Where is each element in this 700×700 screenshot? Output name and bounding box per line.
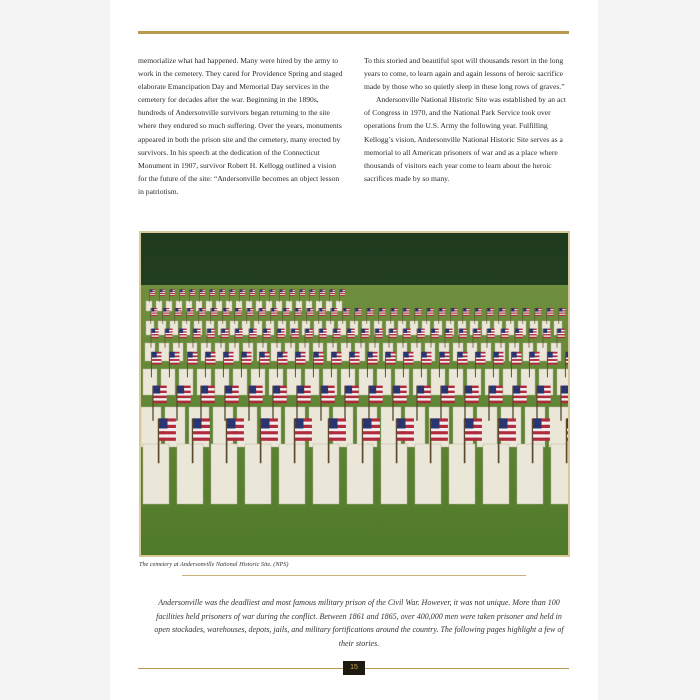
top-divider xyxy=(138,31,569,34)
cemetery-photo xyxy=(141,233,568,555)
right-text-column xyxy=(364,54,569,185)
caption-divider xyxy=(182,575,526,576)
book-page xyxy=(110,0,598,700)
left-paragraph: memorialize what had happened. Many were hired by the army to work in the cemetery. They cared for Providence Spring and staged elaborate Emancipation Day and Memorial Day services in the cemetery for decades after the war. Beginning in the 1890s, hundreds of Andersonville survivors began returning to the site where they endured so much suffering. Over the years, monuments appeared in both the prison site and the cemetery, many erected by survivors. In his speech at the dedication of the Connecticut Monument in 1907, survivor Robert H. Kellogg outlined a vision for the future of the site: “Andersonville becomes an object lesson in patriotism. xyxy=(138,56,343,196)
chapter-intro-text: Andersonville was the deadliest and most famous military prison of the Civil War. However, it was not unique. More than 100 facilities held prisoners of war during the conflict. Between 1861 and 1865, over 400,000 men were taken prisoner and held in open stockades, warehouses, depots, jails, and military fortifications around the country. The following pages highlight a few of their stories. xyxy=(154,598,564,648)
page-number: 15 xyxy=(343,661,365,675)
cemetery-photo-frame xyxy=(139,231,570,557)
right-paragraph-quote: To this storied and beautiful spot will thousands resort in the long years to come, to learn again and again lessons of heroic sacrifice made by those who so quietly sleep in these long rows of graves.” xyxy=(364,56,565,92)
photo-caption: The cemetery at Andersonville National Historic Site. (NPS) xyxy=(139,561,289,568)
right-paragraph-history: Andersonville National Historic Site was established by an act of Congress in 1970, and the National Park Service took over operations from the U.S. Army the following year. Fulfilling Kellogg’s vision, Andersonville National Historic Site serves as a memorial to all American prisoners of war and as a place where thousands of visitors each year come to learn about the heroic sacrifices made by so many. xyxy=(364,95,566,183)
left-text-column xyxy=(138,54,343,198)
